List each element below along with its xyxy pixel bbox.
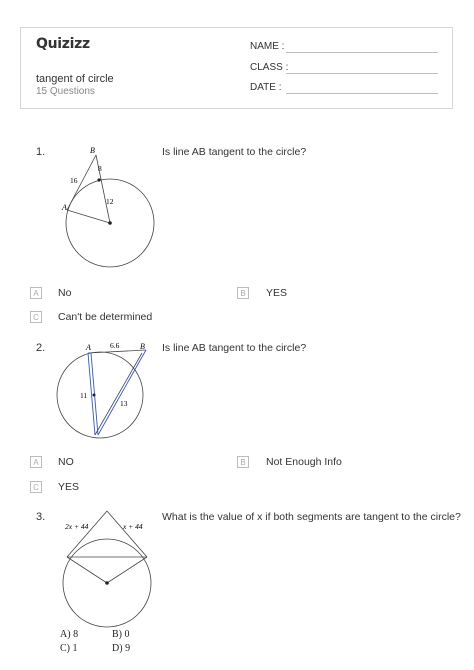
date-field[interactable] — [286, 93, 438, 94]
label-b: B — [90, 146, 95, 155]
printed-choices — [60, 628, 180, 656]
worksheet-title: tangent of circle — [36, 73, 114, 85]
choice-c-label: C) — [60, 643, 70, 654]
question-2-figure — [50, 340, 160, 445]
q1-option-a-box[interactable]: A — [30, 287, 42, 299]
choice-a-value: 8 — [73, 629, 79, 640]
choice-c-value: 1 — [72, 643, 78, 654]
segment-right-a — [98, 350, 146, 435]
name-field[interactable] — [286, 52, 438, 53]
quizizz-logo: Quizizz — [36, 36, 90, 52]
q2-option-a-box[interactable]: A — [30, 456, 42, 468]
tangent-right — [107, 511, 147, 557]
question-1-figure — [50, 140, 160, 275]
circle-shape — [57, 352, 143, 438]
class-label: CLASS : — [250, 62, 289, 73]
q1-option-c-box[interactable]: C — [30, 311, 42, 323]
radius-right — [107, 557, 147, 583]
question-3-text: What is the value of x if both segments are tangent to the circle? — [162, 511, 461, 523]
q2-option-a-text[interactable]: NO — [58, 456, 74, 468]
q2-option-c-text[interactable]: YES — [58, 481, 80, 493]
choice-b-value: 0 — [124, 629, 130, 640]
question-count: 15 Questions — [36, 86, 95, 97]
q1-option-b-text[interactable]: YES — [266, 287, 288, 299]
label-bp-length: 8 — [98, 164, 102, 173]
center-point — [93, 394, 96, 397]
label-right-length: 13 — [120, 399, 128, 408]
q2-option-b-text[interactable]: Not Enough Info — [266, 456, 342, 468]
segment-ab — [88, 350, 146, 353]
label-ab-length: 6.6 — [110, 341, 120, 350]
center-point — [105, 581, 109, 585]
label-b: B — [140, 342, 145, 351]
label-ab-length: 16 — [70, 176, 78, 185]
question-2-text: Is line AB tangent to the circle? — [162, 342, 307, 354]
intersection-point — [97, 178, 100, 181]
q1-option-c-text[interactable]: Can't be determined — [58, 311, 153, 323]
choice-b-label: B) — [112, 629, 122, 640]
label-a: A — [62, 203, 67, 212]
label-left-tangent: 2x + 44 — [65, 522, 89, 531]
label-a: A — [86, 343, 91, 352]
q1-option-b-box[interactable]: B — [237, 287, 249, 299]
question-2-number: 2. — [36, 342, 46, 354]
question-3-figure — [55, 508, 165, 632]
label-left-length: 11 — [80, 391, 88, 400]
question-1-number: 1. — [36, 146, 46, 158]
label-radius: 12 — [106, 197, 114, 206]
q1-option-a-text[interactable]: No — [58, 287, 72, 299]
segment-ao — [67, 210, 110, 223]
radius-left — [67, 557, 107, 583]
choice-d-value: 9 — [125, 643, 131, 654]
tangent-left — [67, 511, 107, 557]
label-right-tangent: x + 44 — [123, 522, 143, 531]
q2-option-c-box[interactable]: C — [30, 481, 42, 493]
center-point — [108, 221, 112, 225]
question-1-text: Is line AB tangent to the circle? — [162, 146, 307, 158]
class-field[interactable] — [286, 73, 438, 74]
question-3-number: 3. — [36, 511, 46, 523]
q2-option-b-box[interactable]: B — [237, 456, 249, 468]
segment-right-b — [95, 353, 142, 435]
choice-d-label: D) — [112, 643, 123, 654]
choice-a-label: A) — [60, 629, 71, 640]
name-label: NAME : — [250, 41, 285, 52]
date-label: DATE : — [250, 82, 282, 93]
